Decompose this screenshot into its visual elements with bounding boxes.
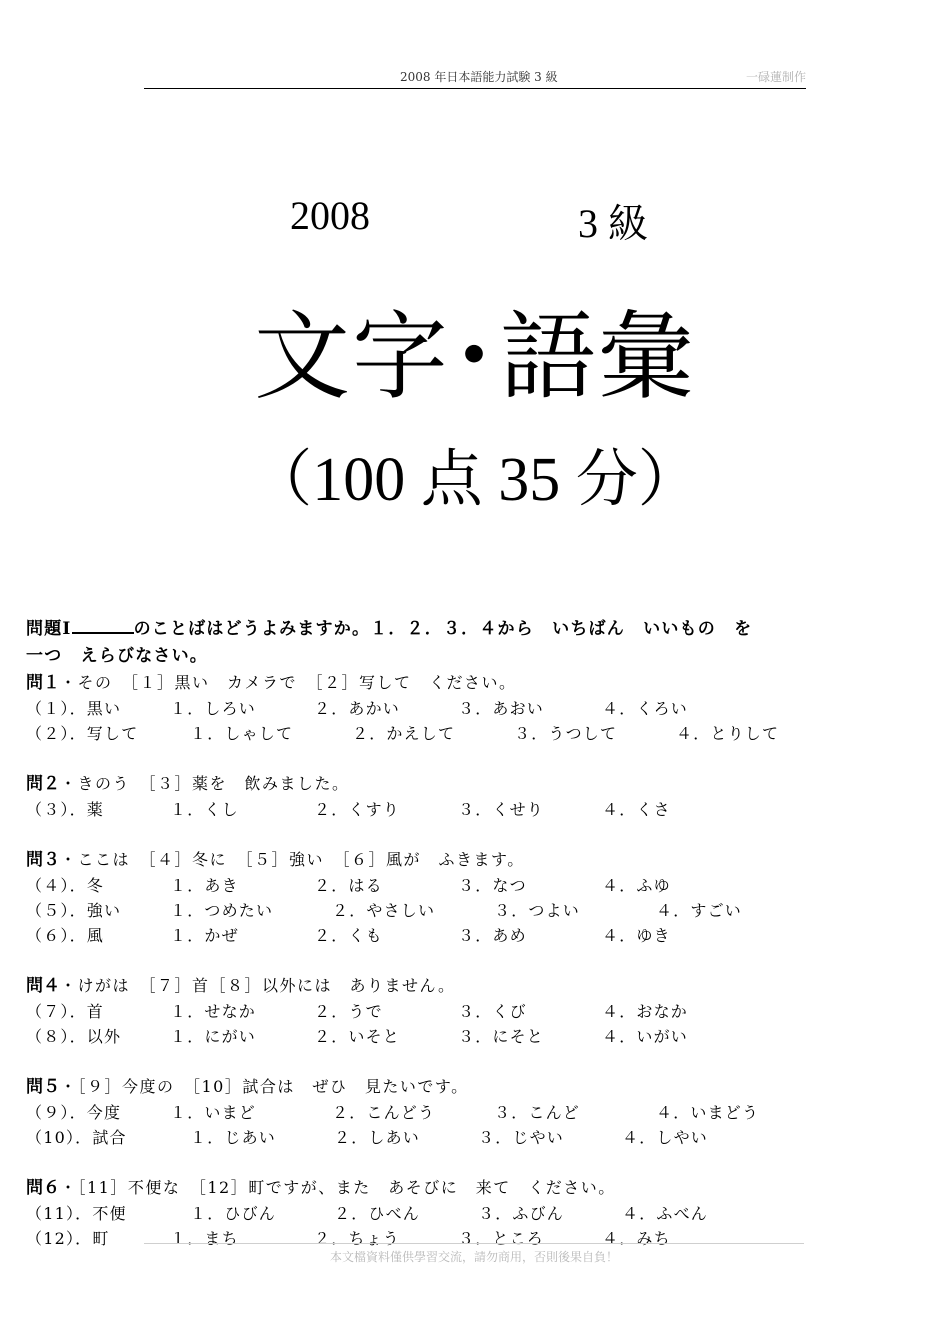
instruction-text-line1: のことばはどうよみますか。１．２．３．４から いちばん いいもの を [133, 619, 753, 639]
answer-option-1[interactable]: １．まち [170, 1229, 239, 1248]
question-text: ・［９］今度の ［10］試合は ぜひ 見たいです。 [60, 1077, 469, 1096]
question-sentence [26, 1175, 926, 1201]
answer-option-4[interactable]: ４．いがい [602, 1027, 689, 1046]
answer-option-2[interactable]: ２．しあい [334, 1128, 421, 1147]
question-group [26, 847, 926, 948]
answer-option-1[interactable]: １．せなか [170, 1002, 257, 1021]
answer-row [26, 898, 926, 923]
question-text: ・その ［１］黒い カメラで ［２］写して ください。 [60, 673, 517, 692]
answer-option-3[interactable]: ３．つよい [494, 901, 581, 920]
instruction-label: 問題Ⅰ [26, 619, 72, 639]
answer-option-4[interactable]: ４．くろい [602, 699, 689, 718]
answer-option-1[interactable]: １．しゃして [190, 724, 294, 743]
question-label: 問５ [26, 1077, 60, 1097]
instruction [26, 616, 926, 670]
question-label: 問６ [26, 1178, 60, 1198]
header-title: 2008 年日本語能力試験 3 級 [400, 70, 558, 84]
answer-row [26, 1201, 926, 1226]
answer-option-1[interactable]: １．あき [170, 876, 239, 895]
question-group [26, 1074, 926, 1150]
answer-option-4[interactable]: ４．ふべん [622, 1204, 709, 1223]
answer-option-4[interactable]: ４．くさ [602, 800, 671, 819]
item-number: （８）．以外 [26, 1027, 122, 1046]
item-number: （９）．今度 [26, 1103, 122, 1122]
answer-option-4[interactable]: ４．みち [602, 1229, 671, 1248]
answer-row [26, 1125, 926, 1150]
answer-option-1[interactable]: １．しろい [170, 699, 257, 718]
answer-option-4[interactable]: ４．ゆき [602, 926, 671, 945]
answer-option-4[interactable]: ４．ふゆ [602, 876, 671, 895]
answer-option-3[interactable]: ３．じやい [478, 1128, 565, 1147]
answer-option-3[interactable]: ３．なつ [458, 876, 527, 895]
answer-option-1[interactable]: １．ひびん [190, 1204, 277, 1223]
question-text: ・けがは ［７］首［８］以外には ありません。 [60, 976, 456, 995]
answer-option-1[interactable]: １．じあい [190, 1128, 277, 1147]
item-number: （11）．不便 [26, 1204, 127, 1223]
answer-option-1[interactable]: １．つめたい [170, 901, 274, 920]
answer-option-3[interactable]: ３．ところ [458, 1229, 545, 1248]
question-section [26, 616, 926, 1276]
question-group [26, 771, 926, 822]
answer-option-4[interactable]: ４．すごい [656, 901, 743, 920]
cover-title: 文字･語彙 [254, 301, 696, 413]
header-author: 一碌蓮制作 [745, 70, 806, 84]
question-sentence [26, 1074, 926, 1100]
answer-row [26, 873, 926, 898]
answer-option-3[interactable]: ３．こんど [494, 1103, 581, 1122]
question-text: ・ここは ［４］冬に ［５］強い ［６］風が ふきます。 [60, 850, 525, 869]
answer-row [26, 797, 926, 822]
answer-option-2[interactable]: ２．ひべん [334, 1204, 421, 1223]
answer-row [26, 923, 926, 948]
answer-option-2[interactable]: ２．こんどう [332, 1103, 436, 1122]
cover-subtitle: （100 点 35 分） [250, 446, 700, 514]
item-number: （12）．町 [26, 1229, 110, 1248]
question-group [26, 973, 926, 1049]
item-number: （10）．試合 [26, 1128, 127, 1147]
answer-option-2[interactable]: ２．いそと [314, 1027, 401, 1046]
answer-option-2[interactable]: ２．くも [314, 926, 383, 945]
answer-row [26, 1024, 926, 1049]
item-number: （７）．首 [26, 1002, 105, 1021]
cover-year: 2008 [290, 193, 370, 238]
page-footer [144, 1243, 804, 1265]
answer-option-3[interactable]: ３．にそと [458, 1027, 545, 1046]
instruction-blank [72, 616, 134, 634]
answer-option-1[interactable]: １．にがい [170, 1027, 257, 1046]
answer-option-3[interactable]: ３．あおい [458, 699, 545, 718]
footer-text: 本文檔資料僅供學習交流，請勿商用，否則後果自負！ [329, 1250, 618, 1264]
answer-option-3[interactable]: ３．ふびん [478, 1204, 565, 1223]
item-number: （３）．薬 [26, 800, 105, 819]
question-text: ・きのう ［３］薬を 飲みました。 [60, 774, 350, 793]
answer-option-4[interactable]: ４．とりして [676, 724, 780, 743]
answer-option-2[interactable]: ２．ちょう [314, 1229, 401, 1248]
answer-option-2[interactable]: ２．うで [314, 1002, 383, 1021]
question-group [26, 1175, 926, 1251]
instruction-text-line2: 一つ えらびなさい。 [26, 646, 208, 666]
answer-row [26, 721, 926, 746]
answer-option-2[interactable]: ２．くすり [314, 800, 401, 819]
answer-option-2[interactable]: ２．やさしい [332, 901, 436, 920]
answer-option-2[interactable]: ２．あかい [314, 699, 401, 718]
answer-row [26, 1100, 926, 1125]
answer-option-1[interactable]: １．くし [170, 800, 239, 819]
answer-option-4[interactable]: ４．おなか [602, 1002, 689, 1021]
answer-option-1[interactable]: １．いまど [170, 1103, 257, 1122]
item-number: （２）．写して [26, 724, 139, 743]
item-number: （５）．強い [26, 901, 122, 920]
question-label: 問３ [26, 850, 60, 870]
item-number: （６）．風 [26, 926, 105, 945]
question-label: 問１ [26, 673, 60, 693]
question-label: 問４ [26, 976, 60, 996]
answer-option-2[interactable]: ２．かえして [352, 724, 456, 743]
answer-row [26, 696, 926, 721]
question-group [26, 670, 926, 746]
question-sentence [26, 973, 926, 999]
answer-option-4[interactable]: ４．しやい [622, 1128, 709, 1147]
answer-option-2[interactable]: ２．はる [314, 876, 383, 895]
item-number: （４）．冬 [26, 876, 105, 895]
page-header [144, 66, 806, 89]
answer-option-3[interactable]: ３．くび [458, 1002, 527, 1021]
answer-option-3[interactable]: ３．うつして [514, 724, 618, 743]
question-sentence [26, 771, 926, 797]
question-sentence [26, 670, 926, 696]
answer-option-3[interactable]: ３．くせり [458, 800, 545, 819]
answer-option-1[interactable]: １．かぜ [170, 926, 239, 945]
answer-row [26, 999, 926, 1024]
cover-level: 3 級 [578, 201, 648, 246]
question-text: ・［11］不便な ［12］町ですが、また あそびに 来て ください。 [60, 1178, 616, 1197]
question-groups [26, 670, 926, 1251]
item-number: （１）．黒い [26, 699, 122, 718]
answer-option-3[interactable]: ３．あめ [458, 926, 527, 945]
question-sentence [26, 847, 926, 873]
answer-option-4[interactable]: ４．いまどう [656, 1103, 760, 1122]
question-label: 問２ [26, 774, 60, 794]
